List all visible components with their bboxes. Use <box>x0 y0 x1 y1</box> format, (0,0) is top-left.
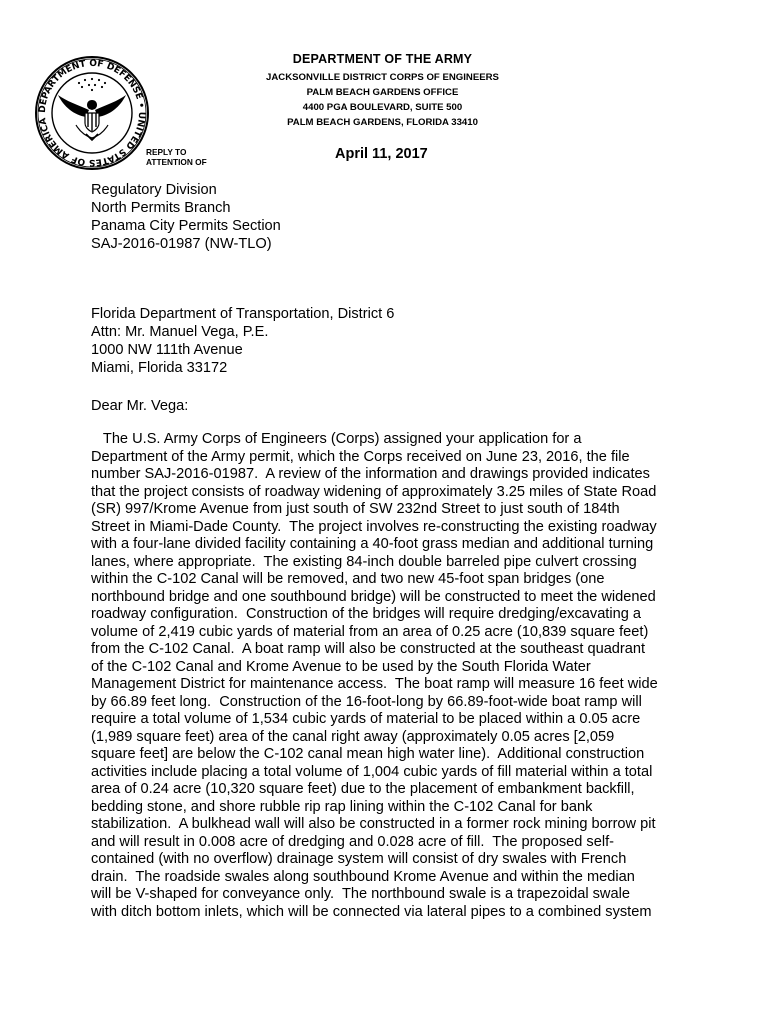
body-line: within the C-102 Canal will be removed, and two new 45-foot span bridges (one <box>91 571 605 587</box>
stars-icon <box>78 78 106 91</box>
reply-to-label: REPLY TO ATTENTION OF <box>146 147 207 167</box>
letter-date: April 11, 2017 <box>335 146 428 162</box>
body-line: stabilization. A bulkhead wall will also be constructed in a former rock mining borrow pit <box>91 816 656 832</box>
body-line: require a total volume of 1,534 cubic yards of material to be placed within a 0.05 acre <box>91 711 641 727</box>
body-line: Department of the Army permit, which the Corps received on June 23, 2016, the file <box>91 448 630 465</box>
body-line: number SAJ-2016-01987. A review of the information and drawings provided indicates <box>91 466 650 482</box>
body-line: from the C-102 Canal. A boat ramp will also be constructed at the southeast quadrant <box>91 641 646 657</box>
body-line: (SR) 997/Krome Avenue from just south of SW 232nd Street to just south of 184th <box>91 501 620 517</box>
reference-line: SAJ-2016-01987 (NW-TLO) <box>91 236 272 252</box>
letterhead-district: JACKSONVILLE DISTRICT CORPS OF ENGINEERS <box>266 72 499 83</box>
body-line: contained (with no overflow) drainage system will consist of dry swales with French <box>91 851 627 867</box>
reference-block <box>91 181 281 253</box>
body-line: Street in Miami-Dade County. The project involves re-constructing the existing roadway <box>91 518 657 535</box>
body-line: northbound bridge and one southbound bridge) will be constructed to meet the widened <box>91 588 656 605</box>
address-line: Florida Department of Transportation, District 6 <box>91 306 395 322</box>
body-line: by 66.89 feet long. Construction of the 16-foot-long by 66.89-foot-wide boat ramp will <box>91 693 642 710</box>
recipient-address <box>91 305 394 377</box>
letterhead-street: 4400 PGA BOULEVARD, SUITE 500 <box>302 102 463 113</box>
body-line: roadway configuration. Construction of the bridges will require dredging/excavating a <box>91 606 642 622</box>
salutation: Dear Mr. Vega: <box>91 398 189 414</box>
body-line: lanes, where appropriate. The existing 84-inch double barreled pipe culvert crossing <box>91 553 637 570</box>
body-line: volume of 2,419 cubic yards of material from an area of 0.25 acre (10,839 square feet) <box>91 623 649 640</box>
reference-line: North Permits Branch <box>91 200 231 216</box>
address-line: Attn: Mr. Manuel Vega, P.E. <box>91 324 269 340</box>
body-line: and will result in 0.008 acre of dredging and 0.028 acre of fill. The proposed self- <box>91 833 614 850</box>
department-of-defense-seal <box>34 55 150 171</box>
eagle-icon <box>58 95 126 140</box>
body-line: activities include placing a total volume of 1,004 cubic yards of fill material within a total <box>91 763 653 780</box>
address-line: 1000 NW 111th Avenue <box>91 342 243 358</box>
body-line: square feet] are below the C-102 canal mean high water line). Additional construction <box>91 746 645 762</box>
letter-body <box>91 431 691 921</box>
letterhead-city: PALM BEACH GARDENS, FLORIDA 33410 <box>287 117 478 128</box>
body-line: will be V-shaped for conveyance only. The northbound swale is a trapezoidal swale <box>91 886 630 902</box>
body-line: area of 0.24 acre (10,320 square feet) due to the placement of embankment backfill, <box>91 781 635 797</box>
body-line: with ditch bottom inlets, which will be connected via lateral pipes to a combined system <box>91 903 652 920</box>
body-line: The U.S. Army Corps of Engineers (Corps) assigned your application for a <box>91 431 582 447</box>
body-line: with a four-lane divided facility containing a 40-foot grass median and additional turning <box>91 536 654 552</box>
body-line: (1,989 square feet) area of the canal right away (approximately 0.05 acres [2,059 <box>91 728 615 745</box>
body-line: of the C-102 Canal and Krome Avenue to be used by the South Florida Water <box>91 658 591 675</box>
body-line: drain. The roadside swales along southbound Krome Avenue and within the median <box>91 868 635 885</box>
letterhead-office: PALM BEACH GARDENS OFFICE <box>306 87 459 98</box>
body-line: Management District for maintenance access. The boat ramp will measure 16 feet wide <box>91 676 658 692</box>
seal-text: DEPARTMENT OF DEFENSE • UNITED STATES OF AMERICA <box>37 58 147 168</box>
letterhead-department: DEPARTMENT OF THE ARMY <box>292 52 473 66</box>
body-line: bedding stone, and shore rubble rip rap lining within the C-102 Canal for bank <box>91 798 593 815</box>
reference-line: Panama City Permits Section <box>91 218 281 234</box>
reference-line: Regulatory Division <box>91 182 217 198</box>
address-line: Miami, Florida 33172 <box>91 360 228 376</box>
body-line: that the project consists of roadway widening of approximately 3.25 miles of State Road <box>91 483 657 500</box>
